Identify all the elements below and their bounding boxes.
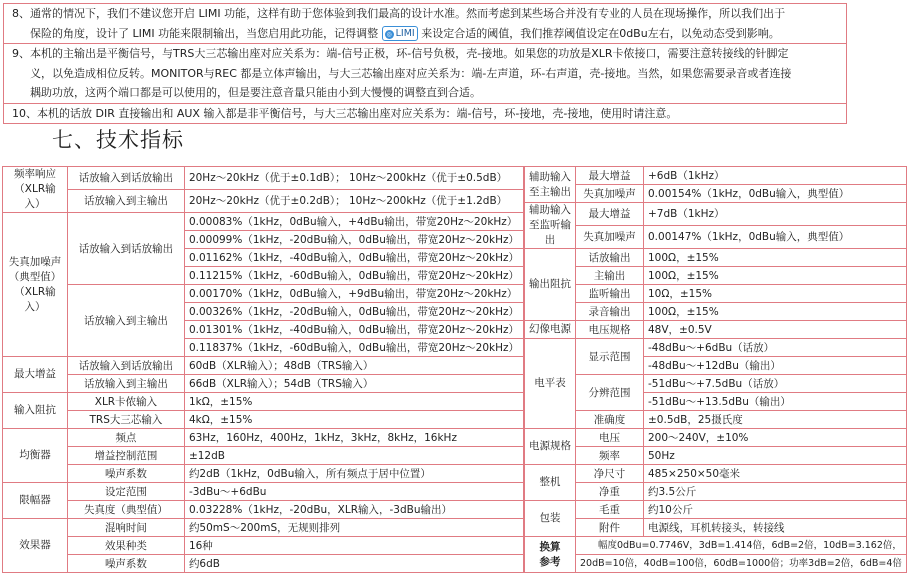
spec-value: 485×250×50毫米 [644, 465, 907, 483]
spec-category: 电源规格 [525, 429, 576, 465]
spec-category [525, 203, 576, 249]
note-line: 9、本机的主输出是平衡信号，与TRS大三芯输出座对应关系为：端-信号正极，环-信号负极，壳-接地。如果您的功放是XLR卡侬接口，需要注意转接线的针脚定 [12, 47, 789, 60]
note-line: 耦助功放，这两个端口都是可以使用的，但是要注意音量只能由小到大慢慢的调整直到合适。 [30, 86, 481, 99]
note-10 [4, 104, 846, 125]
spec-sub: 效果种类 [67, 537, 184, 555]
spec-sub: 附件 [576, 519, 644, 537]
spec-sub: 噪声系数 [67, 555, 184, 573]
note-8 [4, 4, 846, 44]
spec-sub: 毛重 [576, 501, 644, 519]
spec-value: 60dB（XLR输入）；48dB（TRS输入） [184, 357, 523, 375]
spec-sub: 失真加噪声 [576, 226, 644, 249]
spec-value: 66dB（XLR输入）；54dB（TRS输入） [184, 375, 523, 393]
usage-notes [3, 3, 847, 124]
limi-knob-badge [382, 26, 418, 41]
spec-sub: 准确度 [576, 411, 644, 429]
note-text: 保险的角度，设计了 LIMI 功能来限制输出，当您启用此功能，记得调整 [30, 26, 379, 40]
aux-cat: 辅助输入 至主输出 [529, 170, 571, 198]
spec-value: 约10公斤 [644, 501, 907, 519]
spec-value: 0.00147%（1kHz，0dBu输入，典型值） [644, 226, 907, 249]
spec-value: -3dBu～+6dBu [184, 483, 523, 501]
spec-table-right [524, 166, 907, 573]
spec-value: -51dBu～+13.5dBu（输出） [644, 393, 907, 411]
spec-sub: 话放输出 [576, 249, 644, 267]
spec-sub: 电压规格 [576, 321, 644, 339]
spec-sub: 话放输入到话放输出 [67, 213, 184, 285]
spec-sub: 频率 [576, 447, 644, 465]
spec-value: -51dBu～+7.5dBu（话放） [644, 375, 907, 393]
spec-value: 0.01301%（1kHz，-40dBu输入，0dBu输出，带宽20Hz～20kHz） [184, 321, 523, 339]
spec-category: 幻像电源 [525, 321, 576, 339]
spec-sub: 失真度（典型值） [67, 501, 184, 519]
spec-sub: 话放输入到主输出 [67, 285, 184, 357]
spec-sub: 话放输入到话放输出 [67, 357, 184, 375]
spec-sub: TRS大三芯输入 [67, 411, 184, 429]
freq-cat: 频率响应 （XLR输入） [13, 168, 56, 210]
spec-value: 10Ω，±15% [644, 285, 907, 303]
spec-value: 约50mS～200mS，无规则排列 [184, 519, 523, 537]
spec-sub: 混响时间 [67, 519, 184, 537]
spec-category: 输出阻抗 [525, 249, 576, 321]
spec-value: 0.00154%（1kHz，0dBu输入，典型值） [644, 185, 907, 203]
spec-value: 0.01162%（1kHz，-40dBu输入，0dBu输出，带宽20Hz～20kHz） [184, 249, 523, 267]
spec-value: 16种 [184, 537, 523, 555]
spec-sub: 频点 [67, 429, 184, 447]
conversion-line: 幅度0dBu=0.7746V，3dB=1.414倍，6dB=2倍，10dB=3.162倍， [576, 537, 907, 555]
spec-value: 约2dB（1kHz，0dBu输入，所有频点于居中位置） [184, 465, 523, 483]
spec-value: 约6dB [184, 555, 523, 573]
spec-sub: 噪声系数 [67, 465, 184, 483]
spec-category: 输入阻抗 [3, 393, 68, 429]
conv-cat: 换算 参考 [539, 540, 561, 568]
spec-value: +7dB（1kHz） [644, 203, 907, 226]
conversion-line: 20dB=10倍，40dB=100倍，60dB=1000倍；功率3dB=2倍，6dB=4倍 [576, 555, 907, 573]
spec-value: 0.00099%（1kHz，-20dBu输入，0dBu输出，带宽20Hz～20kHz） [184, 231, 523, 249]
spec-sub: 设定范围 [67, 483, 184, 501]
note-line [12, 24, 840, 44]
spec-value: 100Ω，±15% [644, 249, 907, 267]
spec-category: 均衡器 [3, 429, 68, 483]
spec-sub: 失真加噪声 [576, 185, 644, 203]
spec-value: 100Ω，±15% [644, 303, 907, 321]
spec-sub: 最大增益 [576, 167, 644, 185]
note-line: 义，以免造成相位反转。MONITOR与REC 都是立体声输出，与大三芯输出座对应关系为：端-左声道，环-右声道，壳-接地。当然，如果您需要录音或者连接 [30, 66, 792, 80]
section-heading: 七、技术指标 [52, 128, 184, 152]
spec-value: 63Hz，160Hz，400Hz，1kHz，3kHz，8kHz，16kHz [184, 429, 523, 447]
spec-category [525, 537, 576, 573]
spec-sub: XLR卡侬输入 [67, 393, 184, 411]
spec-value: 0.00170%（1kHz，0dBu输入，+9dBu输出，带宽20Hz～20kHz） [184, 285, 523, 303]
spec-table-left [2, 166, 524, 573]
spec-value: 20Hz～20kHz（优于±0.1dB）； 10Hz～200kHz（优于±0.5dB） [184, 167, 523, 190]
spec-category: 效果器 [3, 519, 68, 573]
spec-sub: 电压 [576, 429, 644, 447]
spec-category: 最大增益 [3, 357, 68, 393]
spec-category [3, 167, 68, 213]
spec-sub: 主输出 [576, 267, 644, 285]
spec-value: 200～240V，±10% [644, 429, 907, 447]
thd-cat: 失真加噪声 （典型值） （XLR输入） [8, 255, 62, 313]
spec-sub: 净重 [576, 483, 644, 501]
mon-cat: 辅助输入 至监听输出 [529, 204, 571, 246]
spec-value: 约3.5公斤 [644, 483, 907, 501]
spec-value: 0.03228%（1kHz，-20dBu，XLR输入，-3dBu输出） [184, 501, 523, 519]
spec-value: 0.00326%（1kHz，-20dBu输入，0dBu输出，带宽20Hz～20kHz） [184, 303, 523, 321]
spec-sub: 显示范围 [576, 339, 644, 375]
spec-category [3, 213, 68, 357]
spec-value: ±12dB [184, 447, 523, 465]
note-text: 来设定合适的阈值，我们推荐阈值设定在0dBu左右，以免动态受到影响。 [421, 26, 780, 40]
spec-value: 50Hz [644, 447, 907, 465]
spec-category: 限幅器 [3, 483, 68, 519]
spec-category: 整机 [525, 465, 576, 501]
spec-sub: 话放输入到主输出 [67, 190, 184, 213]
spec-sub: 增益控制范围 [67, 447, 184, 465]
spec-value: ±0.5dB，25摄氏度 [644, 411, 907, 429]
spec-sub: 净尺寸 [576, 465, 644, 483]
spec-value: 48V，±0.5V [644, 321, 907, 339]
note-line: 10、本机的话放 DIR 直接输出和 AUX 输入都是非平衡信号，与大三芯输出座对应关系为：端-信号，环-接地，壳-接地，使用时请注意。 [12, 106, 678, 120]
spec-sub: 录音输出 [576, 303, 644, 321]
spec-value: 0.11215%（1kHz，-60dBu输入，0dBu输出，带宽20Hz～20kHz） [184, 267, 523, 285]
limi-badge-label: LIMI [395, 27, 415, 39]
spec-value: 1kΩ，±15% [184, 393, 523, 411]
spec-value: 100Ω，±15% [644, 267, 907, 285]
spec-value: 0.00083%（1kHz，0dBu输入，+4dBu输出，带宽20Hz～20kHz） [184, 213, 523, 231]
spec-sub: 分辨范围 [576, 375, 644, 411]
note-line: 8、通常的情况下，我们不建议您开启 LIMI 功能，这样有助于您体验到我们最高的设计水准。然而考虑到某些场合并没有专业的人员在现场操作，所以我们出于 [12, 7, 786, 20]
spec-value: 0.11837%（1kHz，-60dBu输入，0dBu输出，带宽20Hz～20kHz） [184, 339, 523, 357]
knob-icon: ◎ [386, 30, 392, 38]
spec-value: 20Hz～20kHz（优于±0.2dB）； 10Hz～200kHz（优于±1.2dB） [184, 190, 523, 213]
spec-category [525, 167, 576, 203]
spec-value: -48dBu～+12dBu（输出） [644, 357, 907, 375]
spec-sub: 话放输入到主输出 [67, 375, 184, 393]
spec-value: 4kΩ，±15% [184, 411, 523, 429]
spec-sub: 话放输入到话放输出 [67, 167, 184, 190]
spec-value: -48dBu～+6dBu（话放） [644, 339, 907, 357]
spec-value: +6dB（1kHz） [644, 167, 907, 185]
spec-sub: 最大增益 [576, 203, 644, 226]
spec-sub: 监听输出 [576, 285, 644, 303]
spec-category: 电平表 [525, 339, 576, 429]
spec-category: 包装 [525, 501, 576, 537]
spec-value: 电源线，耳机转接头，转接线 [644, 519, 907, 537]
note-9 [4, 44, 846, 104]
